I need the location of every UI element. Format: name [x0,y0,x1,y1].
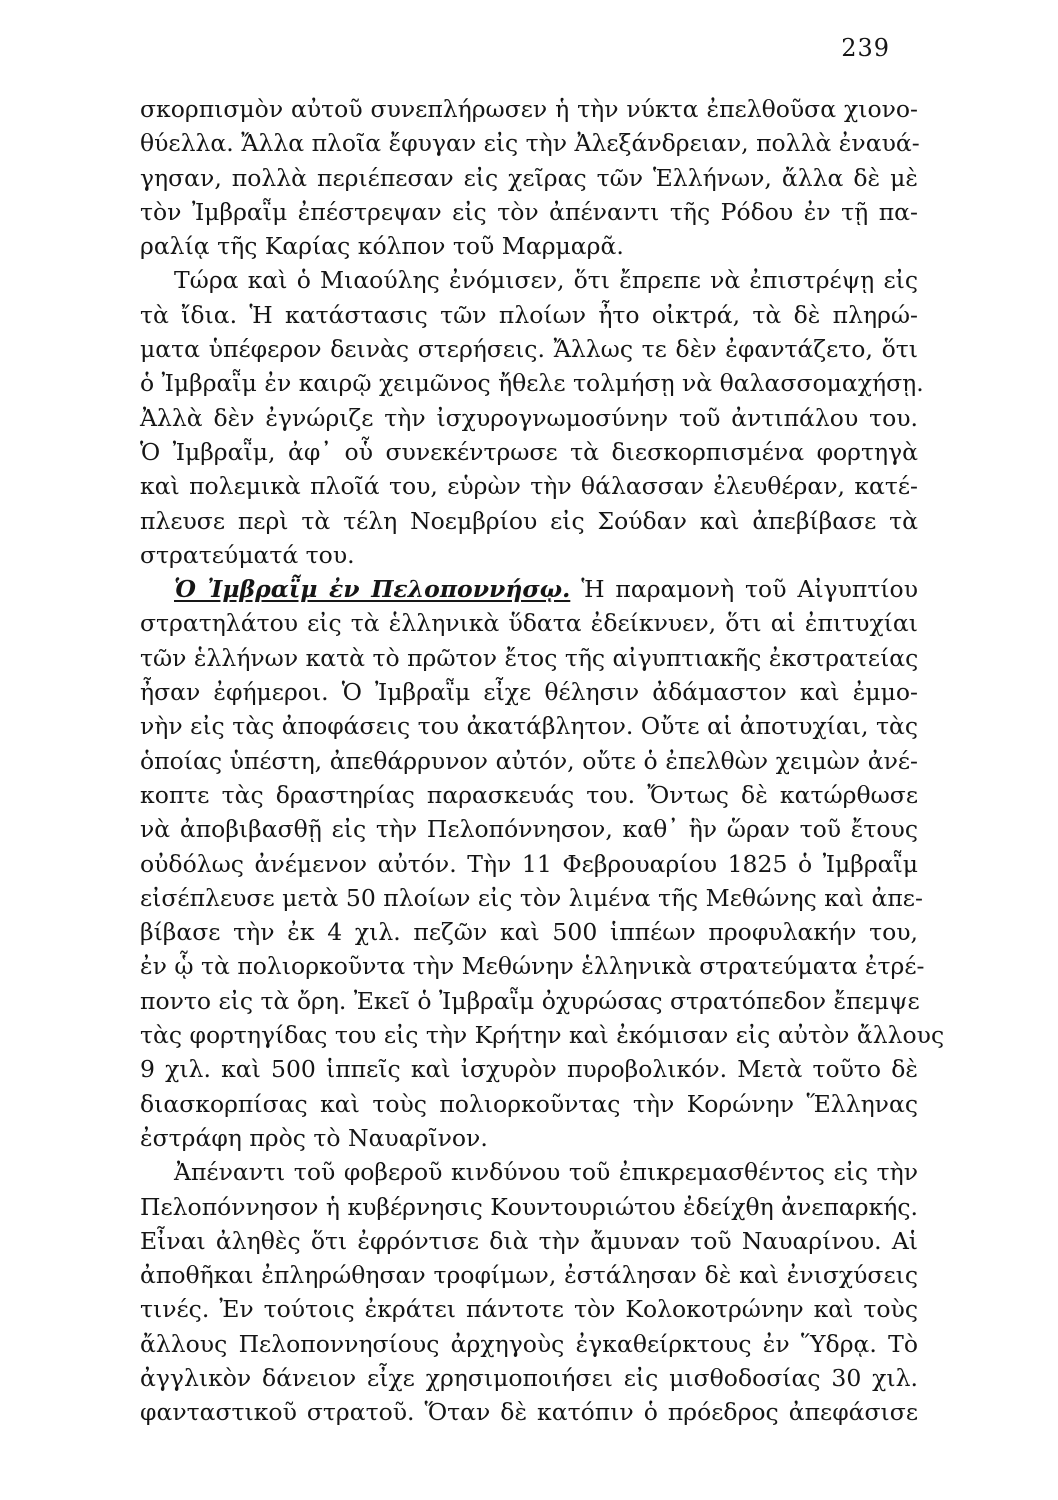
text-line: Ὁ Ἰμβραῗμ, ἀφ᾿ οὗ συνεκέντρωσε τὰ διεσκορπισμένα φορτηγὰ [140,437,918,466]
text-line: ἀγγλικὸν δάνειον εἶχε χρησιμοποιήσει εἰς μισθοδοσίας 30 χιλ. [140,1363,918,1392]
text-line: ἦσαν ἐφήμεροι. Ὁ Ἰμβραῗμ εἶχε θέλησιν ἀδάμαστον καὶ ἐμμο- [140,678,918,707]
text-line: στρατηλάτου εἰς τὰ ἑλληνικὰ ὕδατα ἐδείκνυεν, ὅτι αἱ ἐπιτυχίαι [140,609,918,638]
section-heading: Ὁ Ἰμβραῗμ ἐν Πελοποννήσῳ. [174,575,571,604]
paragraph-3 [140,572,945,1155]
paragraph-2 [140,263,924,572]
text-line: 9 χιλ. καὶ 500 ἱππεῖς καὶ ἰσχυρὸν πυροβολικόν. Μετὰ τοῦτο δὲ [140,1055,918,1084]
text-line: Ἀλλὰ δὲν ἐγνώριζε τὴν ἰσχυρογνωμοσύνην τοῦ ἀντιπάλου του. [140,403,918,432]
text-line: σκορπισμὸν αὐτοῦ συνεπλήρωσεν ἡ τὴν νύκτα ἐπελθοῦσα χιονο- [140,95,918,123]
text-line: βίβασε τὴν ἐκ 4 χιλ. πεζῶν καὶ 500 ἱππέων προφυλακήν του, [140,918,918,947]
page-number: 239 [841,34,890,62]
text-line: Εἶναι ἀληθὲς ὅτι ἐφρόντισε διὰ τὴν ἄμυναν τοῦ Ναυαρίνου. Αἱ [140,1226,918,1255]
text-line: Πελοπόννησον ἡ κυβέρνησις Κουντουριώτου ἐδείχθη ἀνεπαρκής. [140,1192,919,1221]
text-line: Τώρα καὶ ὁ Μιαούλης ἐνόμισεν, ὅτι ἔπρεπε νὰ ἐπιστρέψῃ εἰς [174,266,918,295]
text-line: ἄλλους Πελοποννησίους ἀρχηγοὺς ἐγκαθείρκτους ἐν Ὕδρᾳ. Τὸ [140,1329,918,1358]
text-line: ἐστράφη πρὸς τὸ Ναυαρῖνον. [140,1123,488,1152]
text-line: καὶ πολεμικὰ πλοῖά του, εὑρὼν τὴν θάλασσαν ἐλευθέραν, κατέ- [140,472,918,501]
text-line: νὰ ἀποβιβασθῇ εἰς τὴν Πελοπόννησον, καθ᾿ ἣν ὥραν τοῦ ἔτους [140,815,918,844]
heading-line [140,572,918,606]
text-line: εἰσέπλευσε μετὰ 50 πλοίων εἰς τὸν λιμένα τῆς Μεθώνης καὶ ἀπε- [140,883,923,912]
text-line: ραλίᾳ τῆς Καρίας κόλπον τοῦ Μαρμαρᾶ. [140,232,624,261]
text-line: θύελλα. Ἄλλα πλοῖα ἔφυγαν εἰς τὴν Ἀλεξάνδρειαν, πολλὰ ἐναυά- [140,129,920,158]
text-line: ὁ Ἰμβραῗμ ἐν καιρῷ χειμῶνος ἤθελε τολμήσῃ νὰ θαλασσομαχήσῃ. [140,369,924,398]
text-line: τὰ ἴδια. Ἡ κατάστασις τῶν πλοίων ἦτο οἰκτρά, τὰ δὲ πληρώ- [140,300,918,329]
text-line: κοπτε τὰς δραστηρίας παρασκευάς του. Ὄντως δὲ κατώρθωσε [140,780,918,809]
text-line: νὴν εἰς τὰς ἀποφάσεις του ἀκατάβλητον. Οὔτε αἱ ἀποτυχίαι, τὰς [140,712,918,741]
paragraph-4 [140,1155,918,1429]
heading-line-text: Ἡ παραμονὴ τοῦ Αἰγυπτίου [581,575,918,604]
text-line: πλευσε περὶ τὰ τέλη Νοεμβρίου εἰς Σούδαν καὶ ἀπεβίβασε τὰ [140,506,918,535]
text-line: ἀποθῆκαι ἐπληρώθησαν τροφίμων, ἐστάλησαν δὲ καὶ ἐνισχύσεις [140,1261,918,1290]
text-line: Ἀπέναντι τοῦ φοβεροῦ κινδύνου τοῦ ἐπικρεμασθέντος εἰς τὴν [174,1158,918,1187]
body-text [140,92,945,1430]
text-line: ποντο εἰς τὰ ὄρη. Ἐκεῖ ὁ Ἰμβραῗμ ὀχυρώσας στρατόπεδον ἔπεμψε [140,986,920,1015]
text-line: τινές. Ἐν τούτοις ἐκράτει πάντοτε τὸν Κολοκοτρώνην καὶ τοὺς [140,1295,918,1324]
text-line: τῶν ἑλλήνων κατὰ τὸ πρῶτον ἔτος τῆς αἰγυπτιακῆς ἐκστρατείας [140,643,919,672]
text-line: φανταστικοῦ στρατοῦ. Ὅταν δὲ κατόπιν ὁ πρόεδρος ἀπεφάσισε [140,1398,918,1427]
text-line: ἐν ᾧ τὰ πολιορκοῦντα τὴν Μεθώνην ἑλληνικὰ στρατεύματα ἐτρέ- [140,952,925,981]
text-line: διασκορπίσας καὶ τοὺς πολιορκοῦντας τὴν Κορώνην Ἕλληνας [140,1089,918,1118]
text-line: τὸν Ἰμβραῗμ ἐπέστρεψαν εἰς τὸν ἀπέναντι τῆς Ρόδου ἐν τῇ πα- [140,197,918,226]
text-line: τὰς φορτηγίδας του εἰς τὴν Κρήτην καὶ ἐκόμισαν εἰς αὐτὸν ἄλλους [140,1021,945,1050]
text-line: στρατεύματά του. [140,540,355,569]
text-line: ματα ὑπέφερον δεινὰς στερήσεις. Ἄλλως τε δὲν ἐφαντάζετο, ὅτι [140,335,918,364]
text-line: οὐδόλως ἀνέμενον αὐτόν. Τὴν 11 Φεβρουαρίου 1825 ὁ Ἰμβραῗμ [140,849,918,878]
text-line: ὁποίας ὑπέστη, ἀπεθάρρυνον αὐτόν, οὔτε ὁ ἐπελθὼν χειμὼν ἀνέ- [140,746,918,775]
text-line: γησαν, πολλὰ περιέπεσαν εἰς χεῖρας τῶν Ἑλλήνων, ἄλλα δὲ μὲ [140,163,918,192]
paragraph-1 [140,92,918,263]
